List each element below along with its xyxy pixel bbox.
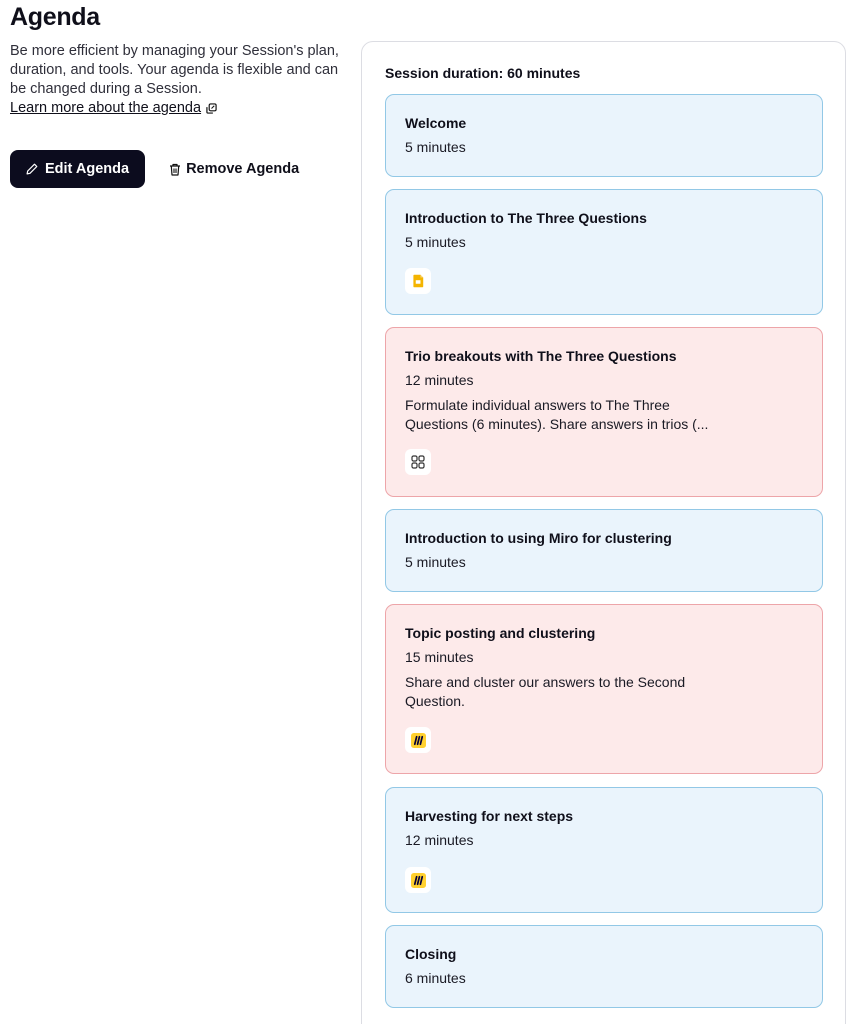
agenda-item-duration: 6 minutes xyxy=(405,970,466,986)
agenda-item-title: Introduction to using Miro for clustering xyxy=(405,530,672,546)
agenda-item-description: Formulate individual answers to The Three Questions (6 minutes). Share answers in trios (... xyxy=(405,397,709,432)
agenda-panel xyxy=(361,41,846,1024)
trash-icon xyxy=(169,163,181,176)
agenda-item-trio-breakouts[interactable] xyxy=(385,327,823,497)
agenda-item-title: Harvesting for next steps xyxy=(405,808,574,824)
learn-more-link[interactable] xyxy=(10,99,217,118)
agenda-item-title: Closing xyxy=(405,946,457,962)
agenda-item-introduction-three-questions[interactable] xyxy=(385,189,823,315)
agenda-actions xyxy=(10,150,340,188)
breakout-rooms-icon[interactable] xyxy=(405,449,431,475)
page-title: Agenda xyxy=(10,3,100,31)
agenda-item-title: Topic posting and clustering xyxy=(405,625,596,641)
agenda-item-harvesting[interactable] xyxy=(385,787,823,913)
agenda-item-duration: 15 minutes xyxy=(405,649,474,665)
agenda-item-closing[interactable] xyxy=(385,925,823,1008)
agenda-item-title: Welcome xyxy=(405,115,467,131)
edit-agenda-button[interactable] xyxy=(10,150,145,188)
agenda-item-title: Introduction to The Three Questions xyxy=(405,210,647,226)
pencil-icon xyxy=(26,163,38,175)
agenda-item-title: Trio breakouts with The Three Questions xyxy=(405,348,677,364)
external-link-icon xyxy=(206,103,217,114)
agenda-item-welcome[interactable] xyxy=(385,94,823,177)
miro-icon[interactable] xyxy=(405,727,431,753)
edit-agenda-label: Edit Agenda xyxy=(45,161,130,177)
miro-icon[interactable] xyxy=(405,867,431,893)
remove-agenda-button[interactable] xyxy=(169,161,299,177)
learn-more-label: Learn more about the agenda xyxy=(10,100,202,116)
agenda-item-duration: 12 minutes xyxy=(405,372,474,388)
agenda-item-duration: 12 minutes xyxy=(405,832,474,848)
remove-agenda-label: Remove Agenda xyxy=(186,161,300,177)
agenda-item-introduction-miro[interactable] xyxy=(385,509,823,592)
agenda-item-description: Share and cluster our answers to the Second Question. xyxy=(405,674,686,709)
agenda-item-duration: 5 minutes xyxy=(405,554,466,570)
google-slides-icon[interactable] xyxy=(405,268,431,294)
agenda-intro xyxy=(10,0,340,188)
agenda-item-duration: 5 minutes xyxy=(405,234,466,250)
session-duration: Session duration: 60 minutes xyxy=(385,65,581,81)
agenda-item-duration: 5 minutes xyxy=(405,139,466,155)
page-description: Be more efficient by managing your Session's plan, duration, and tools. Your agenda is flexible and can be changed during a Session. xyxy=(10,43,339,97)
agenda-item-topic-posting[interactable] xyxy=(385,604,823,774)
